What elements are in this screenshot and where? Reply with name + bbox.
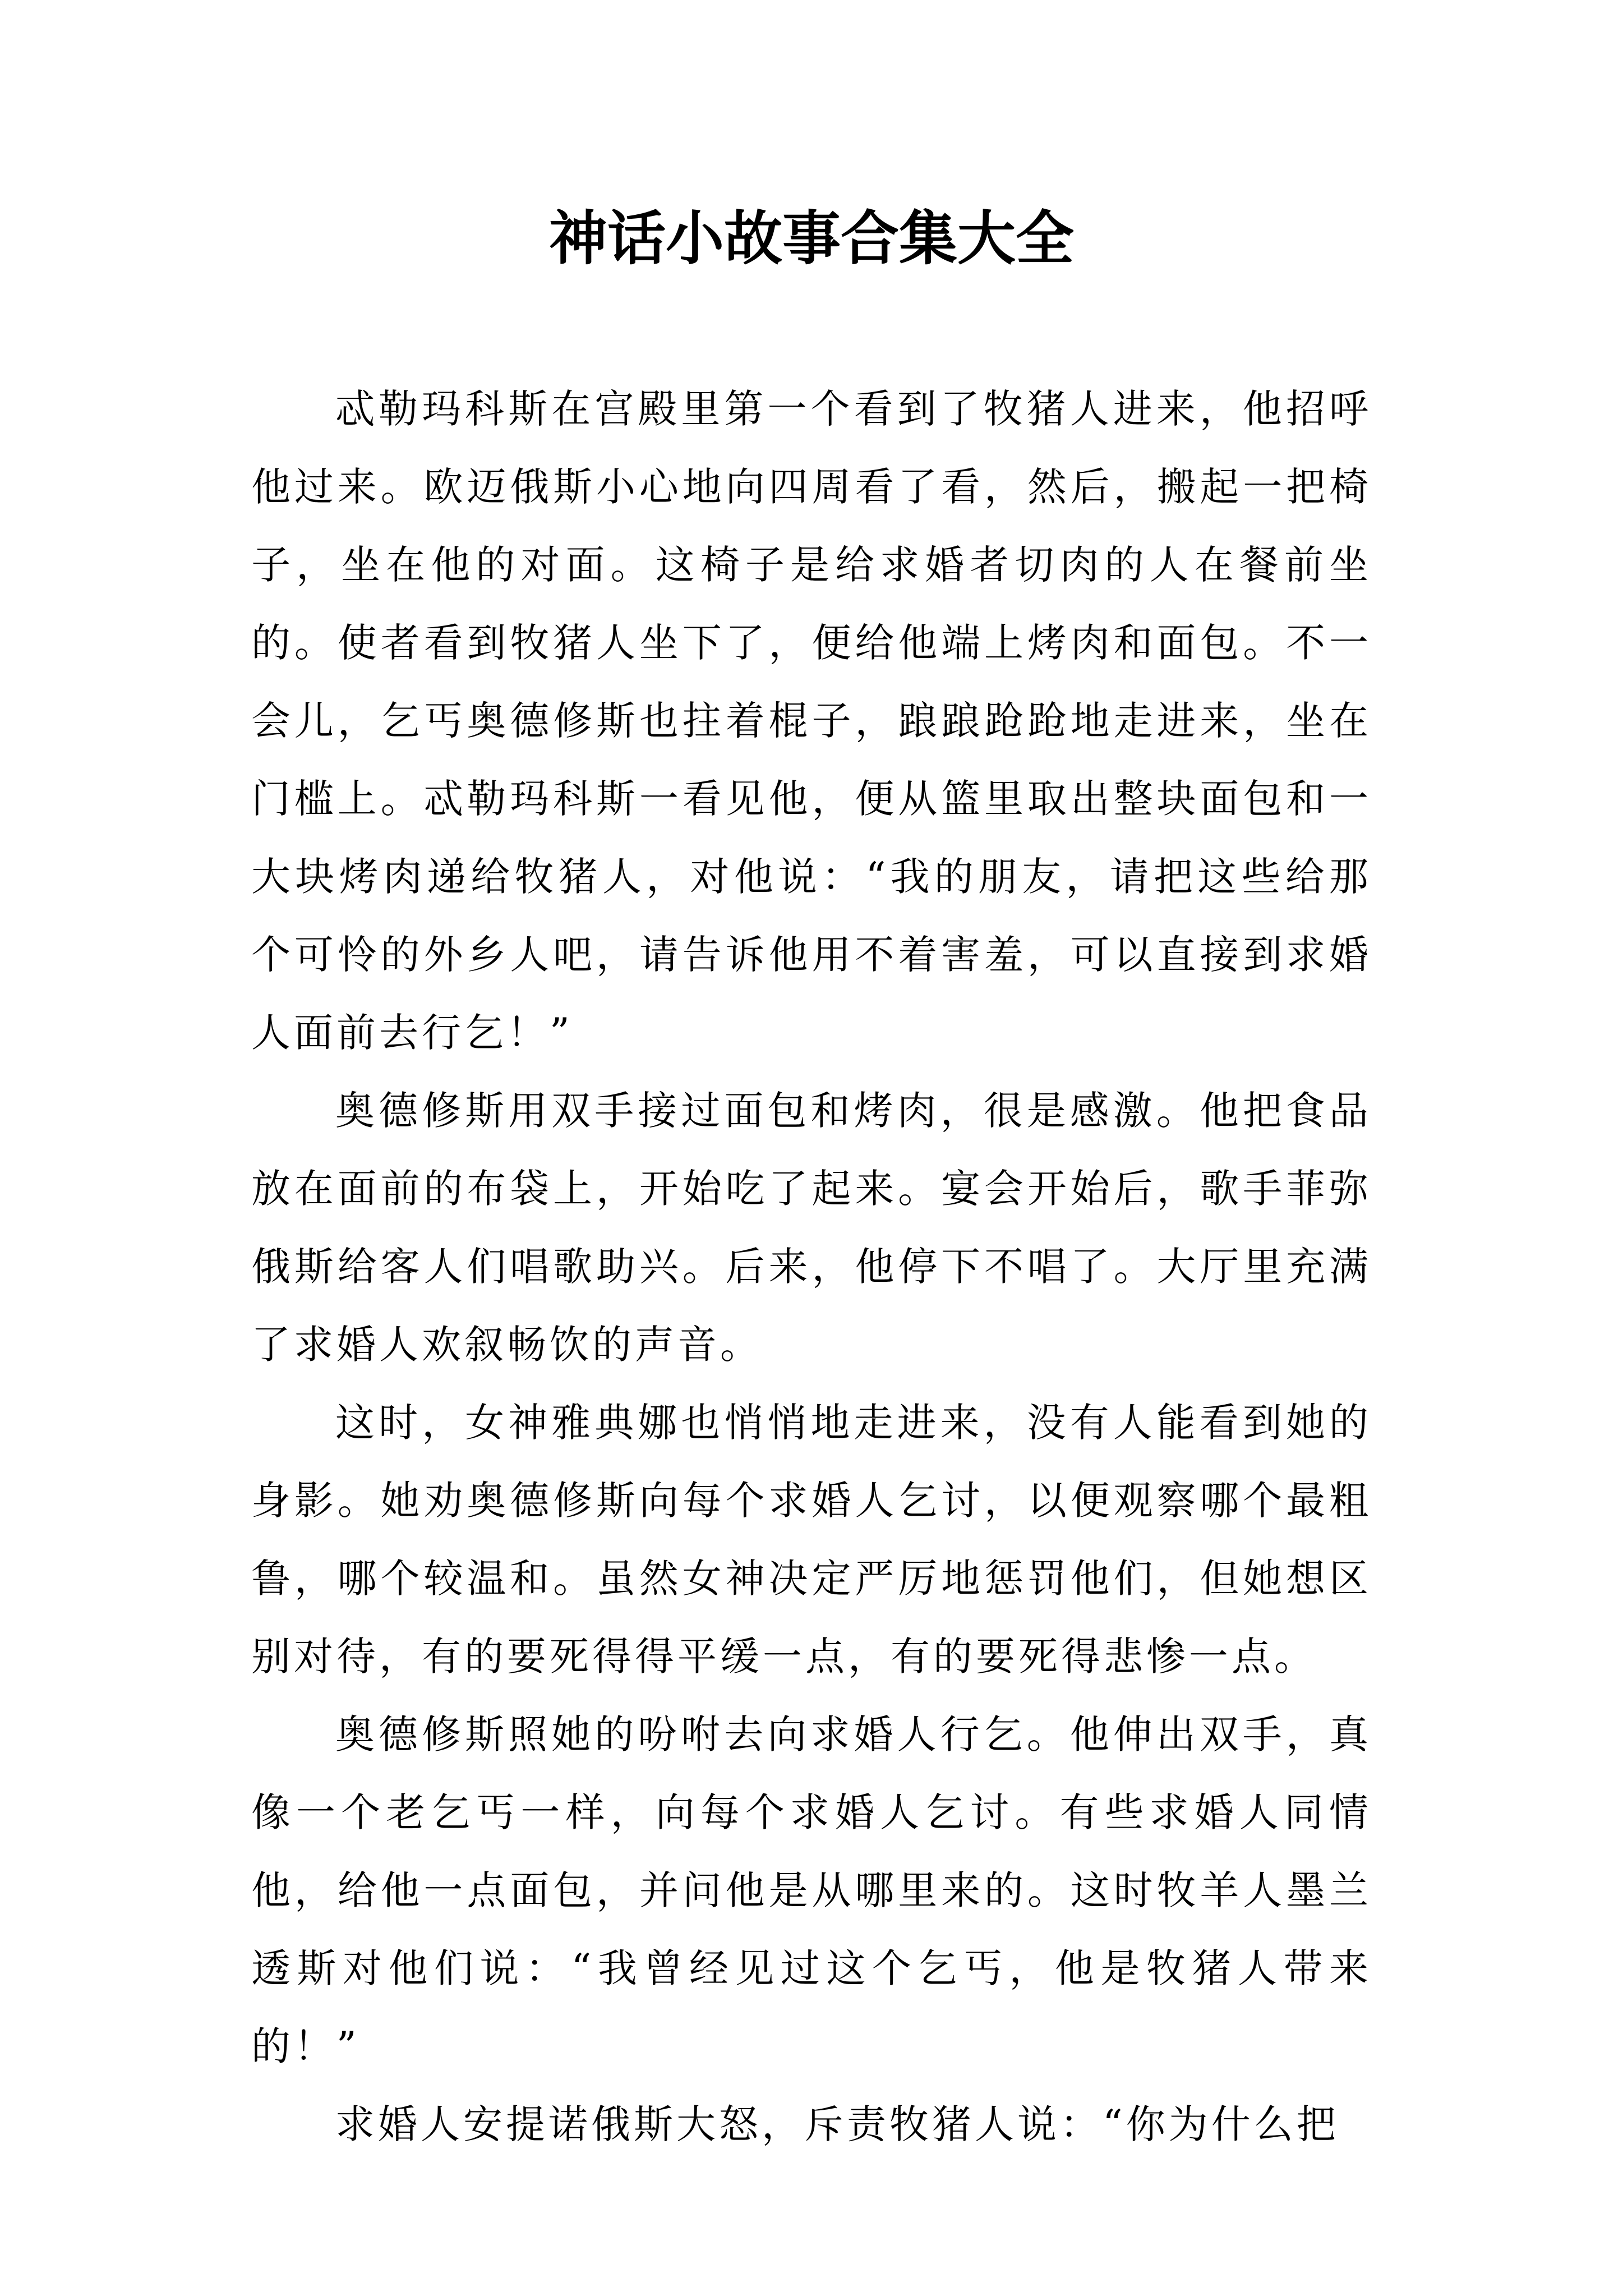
document-body	[251, 370, 1372, 2164]
paragraph: 求婚人安提诺俄斯大怒，斥责牧猪人说：“你为什么把	[335, 2101, 1339, 2147]
paragraph: 奥德修斯照她的吩咐去向求婚人行乞。他伸出双手，真像一个老乞丐一样，向每个求婚人乞讨。有些求婚人同情他，给他一点面包，并问他是从哪里来的。这时牧羊人墨兰透斯对他们说：“我曾经见过这个乞丐，他是牧猪人带来的！”	[251, 1711, 1372, 2069]
paragraph: 忒勒玛科斯在宫殿里第一个看到了牧猪人进来，他招呼他过来。欧迈俄斯小心地向四周看了看，然后，搬起一把椅子，坐在他的对面。这椅子是给求婚者切肉的人在餐前坐的。使者看到牧猪人坐下了，便给他端上烤肉和面包。不一会儿，乞丐奥德修斯也拄着棍子，踉踉跄跄地走进来，坐在门槛上。忒勒玛科斯一看见他，便从篮里取出整块面包和一大块烤肉递给牧猪人，对他说：“我的朋友，请把这些给那个可怜的外乡人吧，请告诉他用不着害羞，可以直接到求婚人面前去行乞！”	[251, 386, 1372, 1056]
paragraph: 这时，女神雅典娜也悄悄地走进来，没有人能看到她的身影。她劝奥德修斯向每个求婚人乞讨，以便观察哪个最粗鲁，哪个较温和。虽然女神决定严厉地惩罚他们，但她想区别对待，有的要死得得平缓一点，有的要死得悲惨一点。	[251, 1400, 1372, 1680]
paragraph: 奥德修斯用双手接过面包和烤肉，很是感激。他把食品放在面前的布袋上，开始吃了起来。宴会开始后，歌手菲弥俄斯给客人们唱歌助兴。后来，他停下不唱了。大厅里充满了求婚人欢叙畅饮的声音。	[251, 1088, 1372, 1368]
document-title: 神话小故事合集大全	[548, 204, 1074, 273]
